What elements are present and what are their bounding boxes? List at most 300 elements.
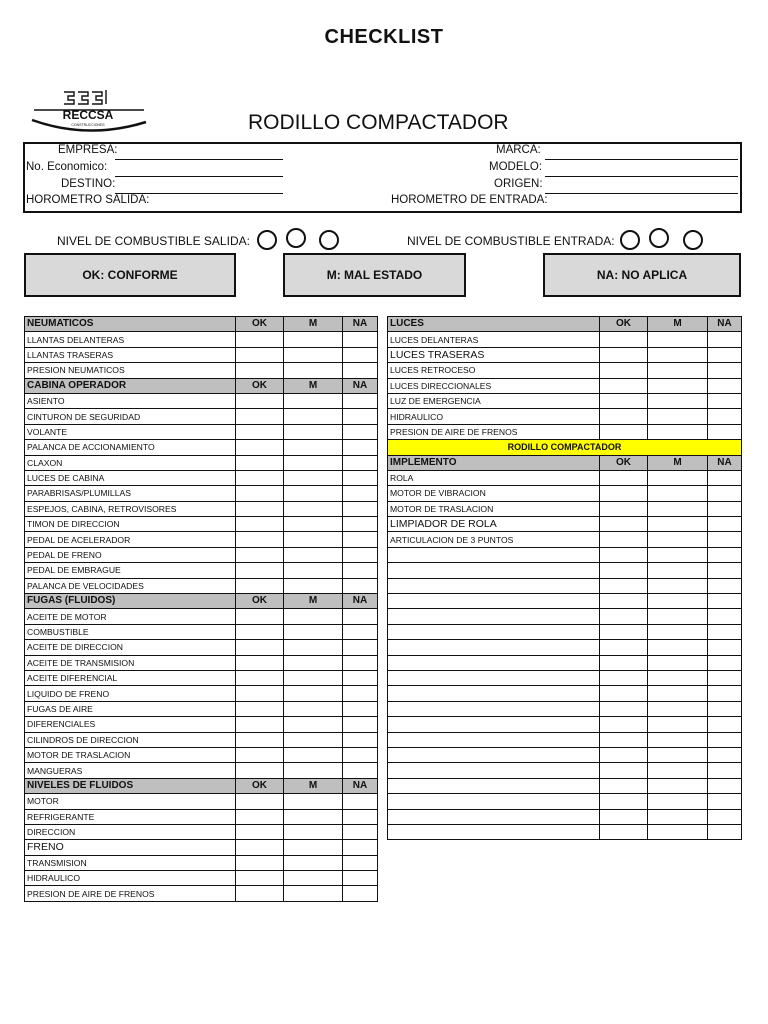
table-row xyxy=(25,393,378,408)
check-cell-ok[interactable] xyxy=(236,624,284,639)
check-cell-na[interactable] xyxy=(343,409,378,424)
item-label: PRESION DE AIRE DE FRENOS xyxy=(388,424,600,439)
check-cell-na[interactable] xyxy=(708,393,742,408)
check-cell-na[interactable] xyxy=(343,640,378,655)
check-cell-ok[interactable] xyxy=(236,886,284,901)
item-label xyxy=(388,624,600,639)
check-cell-ok[interactable] xyxy=(600,532,648,547)
fuel-salida-circle-3[interactable] xyxy=(319,230,339,250)
check-cell-ok[interactable] xyxy=(600,763,648,778)
check-cell-m[interactable] xyxy=(284,332,343,347)
table-row xyxy=(25,640,378,655)
check-cell-m[interactable] xyxy=(648,686,708,701)
item-label: CINTURON DE SEGURIDAD xyxy=(25,409,236,424)
check-cell-na[interactable] xyxy=(708,332,742,347)
check-cell-ok[interactable] xyxy=(600,424,648,439)
table-row xyxy=(25,470,378,485)
check-cell-na[interactable] xyxy=(343,440,378,455)
check-cell-ok[interactable] xyxy=(236,763,284,778)
check-cell-ok[interactable] xyxy=(600,624,648,639)
check-cell-na[interactable] xyxy=(343,332,378,347)
check-cell-m[interactable] xyxy=(284,486,343,501)
table-row xyxy=(25,686,378,701)
destino-field[interactable] xyxy=(115,193,283,194)
check-cell-ok[interactable] xyxy=(600,563,648,578)
check-cell-m[interactable] xyxy=(648,809,708,824)
check-cell-m[interactable] xyxy=(284,409,343,424)
table-row xyxy=(25,424,378,439)
table-row xyxy=(25,871,378,886)
check-cell-na[interactable] xyxy=(708,747,742,762)
item-label: MOTOR xyxy=(25,794,236,809)
check-cell-na[interactable] xyxy=(343,347,378,362)
check-cell-na[interactable] xyxy=(343,763,378,778)
check-cell-m[interactable] xyxy=(284,701,343,716)
check-cell-ok[interactable] xyxy=(600,717,648,732)
check-cell-ok[interactable] xyxy=(600,670,648,685)
check-cell-m[interactable] xyxy=(648,332,708,347)
item-label: TRANSMISION xyxy=(25,855,236,870)
check-cell-ok[interactable] xyxy=(600,809,648,824)
check-cell-na[interactable] xyxy=(708,701,742,716)
check-cell-m[interactable] xyxy=(648,794,708,809)
check-cell-m[interactable] xyxy=(648,732,708,747)
table-row xyxy=(388,809,742,824)
item-label: LUCES DIRECCIONALES xyxy=(388,378,600,393)
check-cell-m[interactable] xyxy=(648,363,708,378)
check-cell-m[interactable] xyxy=(648,393,708,408)
check-cell-m[interactable] xyxy=(648,778,708,793)
item-label: TIMON DE DIRECCION xyxy=(25,517,236,532)
check-cell-m[interactable] xyxy=(284,578,343,593)
check-cell-na[interactable] xyxy=(343,470,378,485)
check-cell-m[interactable] xyxy=(284,886,343,901)
check-cell-na[interactable] xyxy=(708,763,742,778)
check-cell-na[interactable] xyxy=(343,578,378,593)
check-cell-ok[interactable] xyxy=(600,578,648,593)
item-label xyxy=(388,763,600,778)
horometro-entrada-label: HOROMETRO DE ENTRADA: xyxy=(391,194,548,206)
check-cell-ok[interactable] xyxy=(600,517,648,532)
table-row xyxy=(388,363,742,378)
item-label: HIDRAULICO xyxy=(25,871,236,886)
check-cell-m[interactable] xyxy=(648,578,708,593)
check-cell-m[interactable] xyxy=(284,455,343,470)
check-cell-m[interactable] xyxy=(284,470,343,485)
check-cell-ok[interactable] xyxy=(236,840,284,855)
check-cell-m[interactable] xyxy=(648,640,708,655)
item-label: LUZ DE EMERGENCIA xyxy=(388,393,600,408)
check-cell-ok[interactable] xyxy=(600,332,648,347)
fuel-salida-circle-1[interactable] xyxy=(257,230,277,250)
check-cell-na[interactable] xyxy=(708,486,742,501)
check-cell-ok[interactable] xyxy=(236,855,284,870)
check-cell-na[interactable] xyxy=(708,501,742,516)
check-cell-na[interactable] xyxy=(343,701,378,716)
item-label: DIRECCION xyxy=(25,824,236,839)
check-cell-m[interactable] xyxy=(648,547,708,562)
check-cell-na[interactable] xyxy=(708,424,742,439)
check-cell-ok[interactable] xyxy=(236,409,284,424)
check-cell-ok[interactable] xyxy=(236,517,284,532)
check-cell-m[interactable] xyxy=(648,563,708,578)
check-cell-ok[interactable] xyxy=(236,871,284,886)
check-cell-m[interactable] xyxy=(284,393,343,408)
table-row xyxy=(25,670,378,685)
legend-m: M: MAL ESTADO xyxy=(283,253,466,297)
section-banner xyxy=(388,440,742,455)
check-cell-m[interactable] xyxy=(284,609,343,624)
check-cell-na[interactable] xyxy=(708,824,742,839)
check-cell-na[interactable] xyxy=(708,347,742,362)
reccsa-logo xyxy=(28,88,148,138)
section-header-cabina-operador xyxy=(25,378,378,393)
check-cell-na[interactable] xyxy=(708,378,742,393)
check-cell-ok[interactable] xyxy=(236,747,284,762)
check-cell-ok[interactable] xyxy=(600,747,648,762)
check-cell-na[interactable] xyxy=(708,670,742,685)
item-label xyxy=(388,686,600,701)
item-label xyxy=(388,824,600,839)
check-cell-m[interactable] xyxy=(648,409,708,424)
check-cell-m[interactable] xyxy=(648,670,708,685)
check-cell-m[interactable] xyxy=(284,763,343,778)
item-label: ROLA xyxy=(388,470,600,485)
column-header-ok: OK xyxy=(236,378,284,393)
check-cell-m[interactable] xyxy=(284,747,343,762)
check-cell-m[interactable] xyxy=(284,424,343,439)
table-row xyxy=(388,578,742,593)
check-cell-m[interactable] xyxy=(284,824,343,839)
check-cell-m[interactable] xyxy=(648,347,708,362)
check-cell-ok[interactable] xyxy=(236,824,284,839)
check-cell-na[interactable] xyxy=(343,717,378,732)
table-row xyxy=(388,470,742,485)
check-cell-na[interactable] xyxy=(343,532,378,547)
fuel-level-entrada-label: NIVEL DE COMBUSTIBLE ENTRADA: xyxy=(407,234,615,248)
check-cell-na[interactable] xyxy=(343,670,378,685)
origen-label: ORIGEN: xyxy=(494,178,543,190)
check-cell-m[interactable] xyxy=(648,501,708,516)
check-cell-na[interactable] xyxy=(343,624,378,639)
item-label: PRESION DE AIRE DE FRENOS xyxy=(25,886,236,901)
table-row xyxy=(25,501,378,516)
item-label: REFRIGERANTE xyxy=(25,809,236,824)
check-cell-ok[interactable] xyxy=(236,532,284,547)
check-cell-ok[interactable] xyxy=(600,701,648,716)
check-cell-na[interactable] xyxy=(343,486,378,501)
table-row xyxy=(388,794,742,809)
check-cell-ok[interactable] xyxy=(600,686,648,701)
equipment-info-box xyxy=(23,142,742,213)
check-cell-ok[interactable] xyxy=(236,470,284,485)
table-row xyxy=(25,332,378,347)
check-cell-na[interactable] xyxy=(343,393,378,408)
check-cell-m[interactable] xyxy=(284,501,343,516)
item-label xyxy=(388,717,600,732)
table-row xyxy=(388,670,742,685)
check-cell-m[interactable] xyxy=(648,747,708,762)
check-cell-na[interactable] xyxy=(708,517,742,532)
check-cell-na[interactable] xyxy=(708,563,742,578)
item-label xyxy=(388,609,600,624)
fuel-entrada-circle-3[interactable] xyxy=(683,230,703,250)
column-header-na: NA xyxy=(343,378,378,393)
check-cell-na[interactable] xyxy=(708,594,742,609)
check-cell-na[interactable] xyxy=(708,717,742,732)
check-cell-m[interactable] xyxy=(284,686,343,701)
check-cell-ok[interactable] xyxy=(236,701,284,716)
check-cell-m[interactable] xyxy=(284,640,343,655)
fuel-salida-circle-2[interactable] xyxy=(286,228,306,248)
check-cell-m[interactable] xyxy=(648,517,708,532)
check-cell-na[interactable] xyxy=(708,547,742,562)
check-cell-m[interactable] xyxy=(648,594,708,609)
check-cell-m[interactable] xyxy=(284,670,343,685)
item-label xyxy=(388,655,600,670)
section-label: NIVELES DE FLUIDOS xyxy=(25,778,236,793)
check-cell-ok[interactable] xyxy=(236,794,284,809)
check-cell-ok[interactable] xyxy=(236,609,284,624)
check-cell-m[interactable] xyxy=(284,717,343,732)
check-cell-na[interactable] xyxy=(343,686,378,701)
check-cell-m[interactable] xyxy=(284,363,343,378)
check-cell-m[interactable] xyxy=(284,809,343,824)
check-cell-m[interactable] xyxy=(284,532,343,547)
check-cell-na[interactable] xyxy=(343,609,378,624)
table-row xyxy=(388,347,742,362)
check-cell-m[interactable] xyxy=(648,486,708,501)
check-cell-ok[interactable] xyxy=(236,455,284,470)
check-cell-na[interactable] xyxy=(343,732,378,747)
table-row xyxy=(25,809,378,824)
check-cell-ok[interactable] xyxy=(236,563,284,578)
check-cell-ok[interactable] xyxy=(236,424,284,439)
table-row xyxy=(388,717,742,732)
modelo-field[interactable] xyxy=(545,176,738,177)
check-cell-ok[interactable] xyxy=(600,547,648,562)
empresa-field[interactable] xyxy=(115,159,283,160)
check-cell-na[interactable] xyxy=(343,517,378,532)
check-cell-m[interactable] xyxy=(284,347,343,362)
check-cell-m[interactable] xyxy=(284,563,343,578)
check-cell-ok[interactable] xyxy=(236,501,284,516)
no-economico-field[interactable] xyxy=(115,176,283,177)
section-label: FUGAS (FLUIDOS) xyxy=(25,594,236,609)
check-cell-m[interactable] xyxy=(648,624,708,639)
check-cell-na[interactable] xyxy=(343,747,378,762)
check-cell-m[interactable] xyxy=(648,824,708,839)
check-cell-m[interactable] xyxy=(284,655,343,670)
check-cell-na[interactable] xyxy=(343,824,378,839)
check-cell-ok[interactable] xyxy=(600,378,648,393)
check-cell-ok[interactable] xyxy=(236,363,284,378)
check-cell-na[interactable] xyxy=(343,886,378,901)
item-label xyxy=(388,809,600,824)
section-header-luces xyxy=(388,317,742,332)
origen-field[interactable] xyxy=(545,193,738,194)
check-cell-na[interactable] xyxy=(708,578,742,593)
column-header-ok: OK xyxy=(236,778,284,793)
item-label: PRESION NEUMATICOS xyxy=(25,363,236,378)
fuel-entrada-circle-2[interactable] xyxy=(649,228,669,248)
check-cell-ok[interactable] xyxy=(236,393,284,408)
check-cell-m[interactable] xyxy=(648,609,708,624)
check-cell-ok[interactable] xyxy=(600,640,648,655)
check-cell-na[interactable] xyxy=(343,547,378,562)
column-header-na: NA xyxy=(343,594,378,609)
item-label xyxy=(388,640,600,655)
check-cell-ok[interactable] xyxy=(600,778,648,793)
fuel-level-salida-label: NIVEL DE COMBUSTIBLE SALIDA: xyxy=(57,234,250,248)
check-cell-ok[interactable] xyxy=(600,347,648,362)
check-cell-m[interactable] xyxy=(284,624,343,639)
check-cell-ok[interactable] xyxy=(600,501,648,516)
check-cell-ok[interactable] xyxy=(600,824,648,839)
table-row xyxy=(25,655,378,670)
check-cell-ok[interactable] xyxy=(236,670,284,685)
check-cell-m[interactable] xyxy=(648,655,708,670)
check-cell-na[interactable] xyxy=(343,794,378,809)
check-cell-na[interactable] xyxy=(343,840,378,855)
table-row xyxy=(25,794,378,809)
table-row xyxy=(25,763,378,778)
check-cell-ok[interactable] xyxy=(600,655,648,670)
table-row xyxy=(25,855,378,870)
table-row xyxy=(388,517,742,532)
check-cell-na[interactable] xyxy=(343,501,378,516)
check-cell-ok[interactable] xyxy=(236,640,284,655)
column-header-na: NA xyxy=(343,317,378,332)
check-cell-m[interactable] xyxy=(648,763,708,778)
check-cell-m[interactable] xyxy=(284,871,343,886)
check-cell-na[interactable] xyxy=(343,809,378,824)
column-header-ok: OK xyxy=(600,455,648,470)
table-row xyxy=(388,424,742,439)
table-row xyxy=(388,732,742,747)
check-cell-na[interactable] xyxy=(343,563,378,578)
check-cell-m[interactable] xyxy=(648,424,708,439)
check-cell-na[interactable] xyxy=(708,686,742,701)
marca-field[interactable] xyxy=(545,159,738,160)
table-row xyxy=(25,532,378,547)
check-cell-na[interactable] xyxy=(708,655,742,670)
check-cell-na[interactable] xyxy=(708,794,742,809)
check-cell-ok[interactable] xyxy=(236,717,284,732)
check-cell-ok[interactable] xyxy=(236,732,284,747)
table-row xyxy=(25,440,378,455)
check-cell-ok[interactable] xyxy=(600,732,648,747)
check-cell-ok[interactable] xyxy=(600,794,648,809)
table-row xyxy=(25,732,378,747)
item-label: ARTICULACION DE 3 PUNTOS xyxy=(388,532,600,547)
fuel-entrada-circle-1[interactable] xyxy=(620,230,640,250)
section-label: RODILLO COMPACTADOR xyxy=(388,440,742,455)
check-cell-ok[interactable] xyxy=(236,655,284,670)
column-header-m: M xyxy=(284,594,343,609)
check-cell-na[interactable] xyxy=(708,470,742,485)
item-label xyxy=(388,701,600,716)
table-row xyxy=(25,347,378,362)
item-label xyxy=(388,732,600,747)
table-row xyxy=(388,563,742,578)
svg-text:CONSTRUCCIONES: CONSTRUCCIONES xyxy=(71,123,105,127)
check-cell-m[interactable] xyxy=(284,440,343,455)
check-cell-m[interactable] xyxy=(284,794,343,809)
check-cell-na[interactable] xyxy=(708,809,742,824)
check-cell-m[interactable] xyxy=(648,532,708,547)
check-cell-na[interactable] xyxy=(708,778,742,793)
check-cell-m[interactable] xyxy=(284,732,343,747)
check-cell-na[interactable] xyxy=(343,871,378,886)
check-cell-ok[interactable] xyxy=(236,686,284,701)
check-cell-na[interactable] xyxy=(343,655,378,670)
check-cell-na[interactable] xyxy=(708,363,742,378)
check-cell-na[interactable] xyxy=(343,424,378,439)
check-cell-m[interactable] xyxy=(284,855,343,870)
check-cell-m[interactable] xyxy=(648,701,708,716)
item-label: FUGAS DE AIRE xyxy=(25,701,236,716)
modelo-label: MODELO: xyxy=(489,161,543,173)
check-cell-ok[interactable] xyxy=(600,393,648,408)
check-cell-ok[interactable] xyxy=(236,547,284,562)
check-cell-m[interactable] xyxy=(648,378,708,393)
item-label: PEDAL DE FRENO xyxy=(25,547,236,562)
check-cell-m[interactable] xyxy=(648,717,708,732)
check-cell-ok[interactable] xyxy=(236,332,284,347)
table-row xyxy=(25,363,378,378)
table-row xyxy=(388,409,742,424)
check-cell-na[interactable] xyxy=(708,609,742,624)
item-label: ACEITE DIFERENCIAL xyxy=(25,670,236,685)
check-cell-na[interactable] xyxy=(708,640,742,655)
check-cell-ok[interactable] xyxy=(600,409,648,424)
check-cell-ok[interactable] xyxy=(236,347,284,362)
check-cell-na[interactable] xyxy=(343,855,378,870)
section-label: CABINA OPERADOR xyxy=(25,378,236,393)
check-cell-na[interactable] xyxy=(343,363,378,378)
check-cell-na[interactable] xyxy=(343,455,378,470)
check-cell-ok[interactable] xyxy=(600,470,648,485)
item-label: VOLANTE xyxy=(25,424,236,439)
check-cell-m[interactable] xyxy=(284,517,343,532)
check-cell-na[interactable] xyxy=(708,532,742,547)
check-cell-ok[interactable] xyxy=(600,363,648,378)
check-cell-na[interactable] xyxy=(708,732,742,747)
item-label: CILINDROS DE DIRECCION xyxy=(25,732,236,747)
table-row xyxy=(25,886,378,901)
table-row xyxy=(25,409,378,424)
document-title: CHECKLIST xyxy=(324,26,444,48)
table-row xyxy=(25,824,378,839)
check-cell-na[interactable] xyxy=(708,409,742,424)
check-cell-ok[interactable] xyxy=(236,486,284,501)
check-cell-m[interactable] xyxy=(284,840,343,855)
check-cell-na[interactable] xyxy=(708,624,742,639)
check-cell-m[interactable] xyxy=(648,470,708,485)
check-cell-ok[interactable] xyxy=(236,809,284,824)
check-cell-ok[interactable] xyxy=(600,609,648,624)
check-cell-ok[interactable] xyxy=(236,440,284,455)
check-cell-ok[interactable] xyxy=(600,594,648,609)
check-cell-ok[interactable] xyxy=(236,578,284,593)
item-label xyxy=(388,747,600,762)
table-row xyxy=(25,609,378,624)
check-cell-m[interactable] xyxy=(284,547,343,562)
check-cell-ok[interactable] xyxy=(600,486,648,501)
table-row xyxy=(388,701,742,716)
table-row xyxy=(388,655,742,670)
